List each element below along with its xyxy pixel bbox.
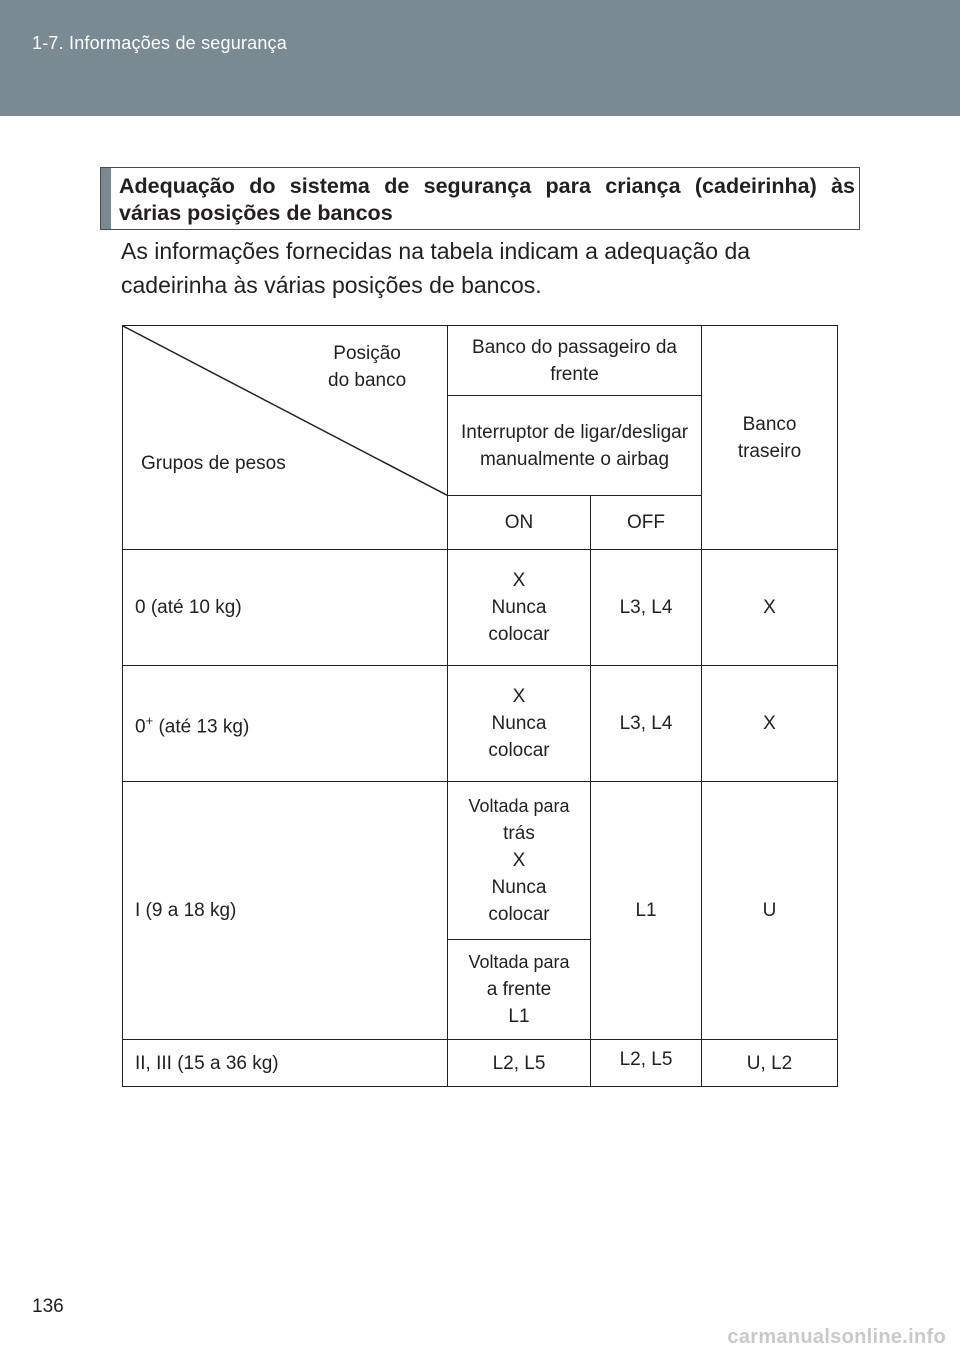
table-row <box>123 666 838 782</box>
on-cell-rear-facing: Voltada para trás X Nunca colocar <box>448 782 591 940</box>
on-cell: X Nunca colocar <box>448 550 591 666</box>
off-cell: L1 <box>591 782 702 1040</box>
on-cell: X Nunca colocar <box>448 666 591 782</box>
front-seat-header: Banco do passageiro da frente <box>448 326 702 396</box>
rear-seat-header: Banco traseiro <box>702 326 838 550</box>
page-number: 136 <box>32 1296 64 1317</box>
rear-cell: U <box>702 782 838 1040</box>
on-column-header: ON <box>448 496 591 550</box>
section-title-box <box>100 167 860 230</box>
section-accent-bar <box>101 168 111 229</box>
weight-group-cell: 0+ (até 13 kg) <box>123 666 448 782</box>
corner-header-cell <box>123 326 448 550</box>
watermark: carmanualsonline.info <box>727 1326 946 1348</box>
rear-cell: X <box>702 550 838 666</box>
off-cell: L2, L5 <box>591 1040 702 1087</box>
child-seat-suitability-table <box>122 325 838 1087</box>
off-cell: L3, L4 <box>591 666 702 782</box>
weight-group-cell: I (9 a 18 kg) <box>123 782 448 1040</box>
section-title: Adequação do sistema de segurança para criança (cadeirinha) às várias posições de bancos <box>119 174 855 225</box>
airbag-switch-header: Interruptor de ligar/desligar manualmente o airbag <box>448 396 702 496</box>
intro-paragraph: As informações fornecidas na tabela indicam a adequação da cadeirinha às várias posições de bancos. <box>121 238 751 298</box>
chapter-header <box>0 0 960 116</box>
table-row <box>123 550 838 666</box>
table-row <box>123 782 838 940</box>
chapter-title: 1-7. Informações de segurança <box>32 33 287 53</box>
table-row <box>123 1040 838 1087</box>
rear-cell: U, L2 <box>702 1040 838 1087</box>
weight-group-cell: 0 (até 10 kg) <box>123 550 448 666</box>
off-column-header: OFF <box>591 496 702 550</box>
on-cell-forward-facing: Voltada para a frente L1 <box>448 940 591 1040</box>
weight-group-cell: II, III (15 a 36 kg) <box>123 1040 448 1087</box>
rear-cell: X <box>702 666 838 782</box>
seat-position-label: Posição do banco <box>328 343 407 391</box>
on-cell: L2, L5 <box>448 1040 591 1087</box>
weight-groups-label: Grupos de pesos <box>141 453 286 474</box>
off-cell: L3, L4 <box>591 550 702 666</box>
